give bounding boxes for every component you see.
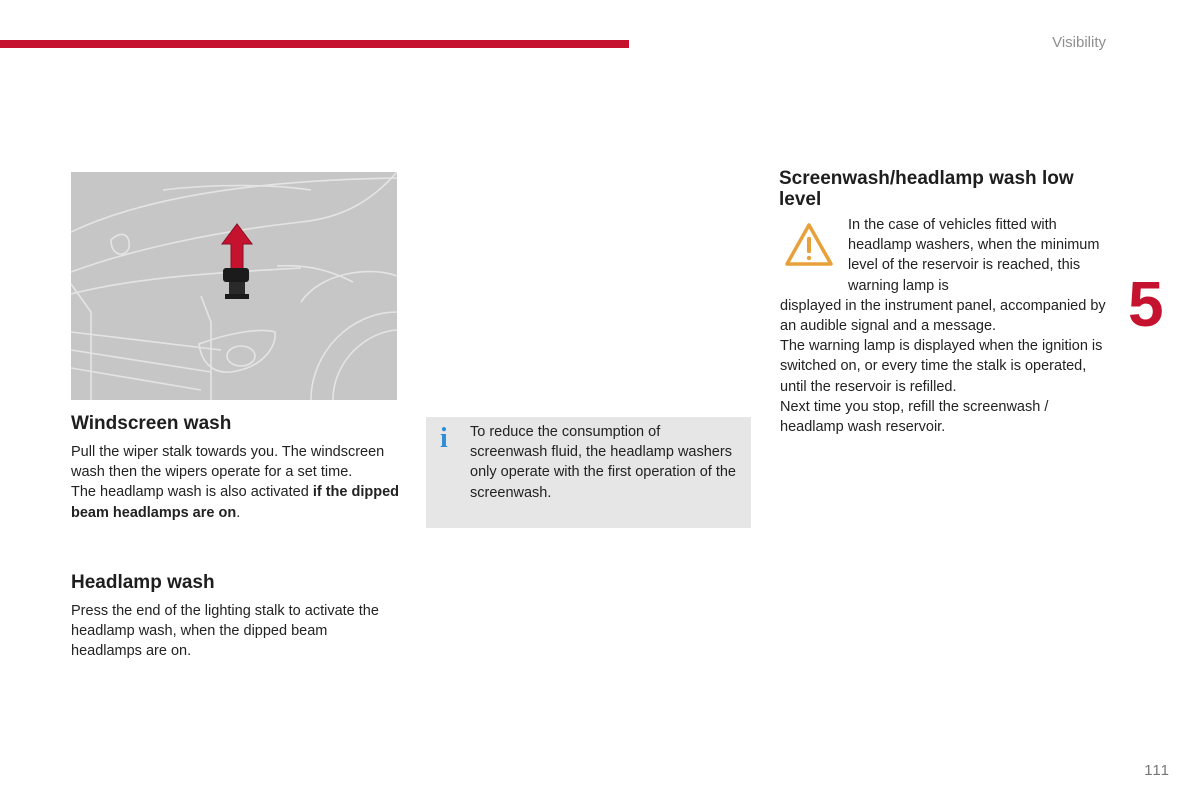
- windscreen-wash-text-2-end: .: [236, 504, 241, 521]
- low-level-text-continued: displayed in the instrument panel, accompanied by an audible signal and a message.: [780, 297, 1106, 335]
- info-icon: i: [440, 423, 448, 454]
- windscreen-wash-text-2: The headlamp wash is also activated: [71, 484, 313, 501]
- low-level-text: [780, 215, 1112, 437]
- header-accent-bar: [0, 40, 629, 48]
- low-level-heading: Screenwash/headlamp wash low level: [779, 168, 1074, 210]
- car-front-illustration: [71, 172, 397, 400]
- info-box-text: To reduce the consumption of screenwash fluid, the headlamp washers only operate with the first operation of the screenwash.: [470, 424, 736, 501]
- windscreen-wash-text-1: Pull the wiper stalk towards you. The windscreen wash then the wipers operate for a set time.: [71, 444, 385, 481]
- info-box: [426, 417, 751, 528]
- windscreen-wash-text: [71, 442, 401, 523]
- windscreen-wash-heading: Windscreen wash: [71, 413, 232, 434]
- low-level-text-3: Next time you stop, refill the screenwash / headlamp wash reservoir.: [780, 398, 1049, 436]
- dipped-beam-condition: if the dipped beam headlamps are on: [71, 484, 399, 521]
- section-title: Visibility: [1052, 34, 1106, 51]
- low-level-text-indented: In the case of vehicles fitted with headlamp washers, when the minimum level of the reservoir is reached, this warning lamp is: [848, 217, 1100, 294]
- headlamp-wash-heading: Headlamp wash: [71, 572, 215, 593]
- chapter-number: 5: [1128, 268, 1164, 340]
- headlamp-wash-text: Press the end of the lighting stalk to activate the headlamp wash, when the dipped beam headlamps are on.: [71, 603, 379, 660]
- low-level-text-2: The warning lamp is displayed when the ignition is switched on, or every time the stalk is operated, until the reservoir is refilled.: [780, 338, 1103, 395]
- page-number: 111: [1144, 762, 1170, 779]
